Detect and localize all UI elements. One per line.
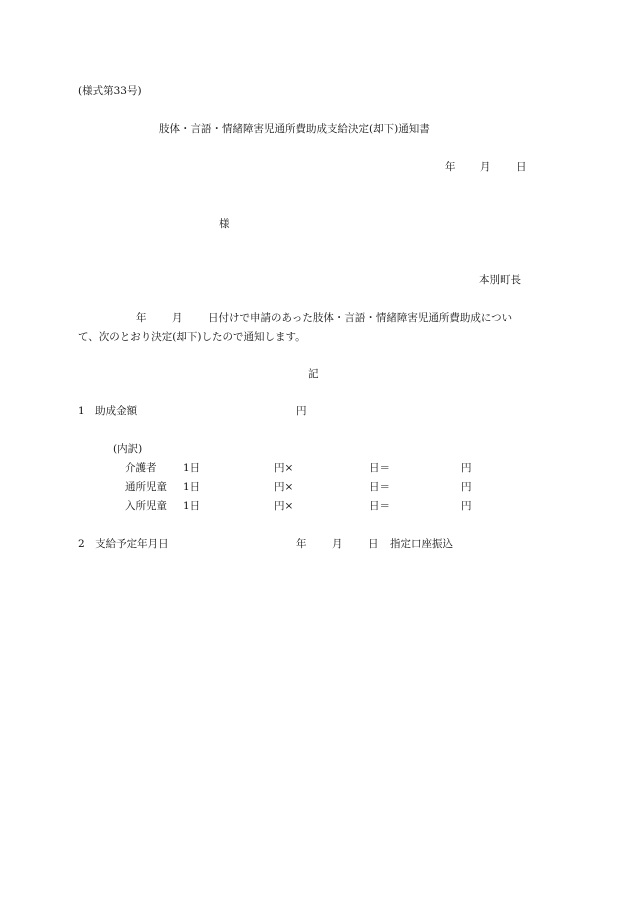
item-2-year: 年 (296, 538, 307, 550)
addressee-suffix: 様 (219, 218, 230, 230)
breakdown-heading: (内訳) (113, 443, 143, 455)
breakdown-day-eq: 日＝ (369, 500, 390, 512)
item-2-day: 日 (368, 538, 379, 550)
item-2-method: 指定口座振込 (390, 538, 453, 550)
item-1-label: 1 助成金額 (78, 405, 138, 417)
issue-date-month: 月 (480, 161, 491, 173)
breakdown-yen-x: 円× (274, 481, 294, 493)
issue-date-year: 年 (445, 161, 456, 173)
breakdown-label: 介護者 (125, 462, 157, 474)
breakdown-yen-x: 円× (274, 462, 294, 474)
body-month: 月 (172, 312, 183, 324)
breakdown-yen: 円 (461, 500, 472, 512)
issue-date-day: 日 (516, 161, 527, 173)
document-title: 肢体・言語・情緒障害児通所費助成支給決定(却下)通知書 (159, 123, 430, 135)
breakdown-per-day: 1日 (183, 500, 201, 512)
item-1-yen: 円 (296, 405, 307, 417)
item-2-label: 2 支給予定年月日 (78, 538, 169, 550)
breakdown-yen-x: 円× (274, 500, 294, 512)
breakdown-day-eq: 日＝ (369, 481, 390, 493)
body-year: 年 (136, 312, 147, 324)
breakdown-per-day: 1日 (183, 481, 201, 493)
breakdown-yen: 円 (461, 481, 472, 493)
breakdown-day-eq: 日＝ (369, 462, 390, 474)
breakdown-label: 入所児童 (125, 500, 167, 512)
body-line-1: 日付けで申請のあった肢体・言語・情緒障害児通所費助成につい (208, 312, 513, 324)
form-number: (様式第33号) (78, 85, 142, 97)
sender-name: 本別町長 (479, 274, 521, 286)
breakdown-label: 通所児童 (125, 481, 167, 493)
item-2-month: 月 (332, 538, 343, 550)
body-line-2: て、次のとおり決定(却下)したので通知します。 (78, 331, 306, 343)
breakdown-yen: 円 (461, 462, 472, 474)
ki-heading: 記 (308, 368, 319, 380)
breakdown-per-day: 1日 (183, 462, 201, 474)
